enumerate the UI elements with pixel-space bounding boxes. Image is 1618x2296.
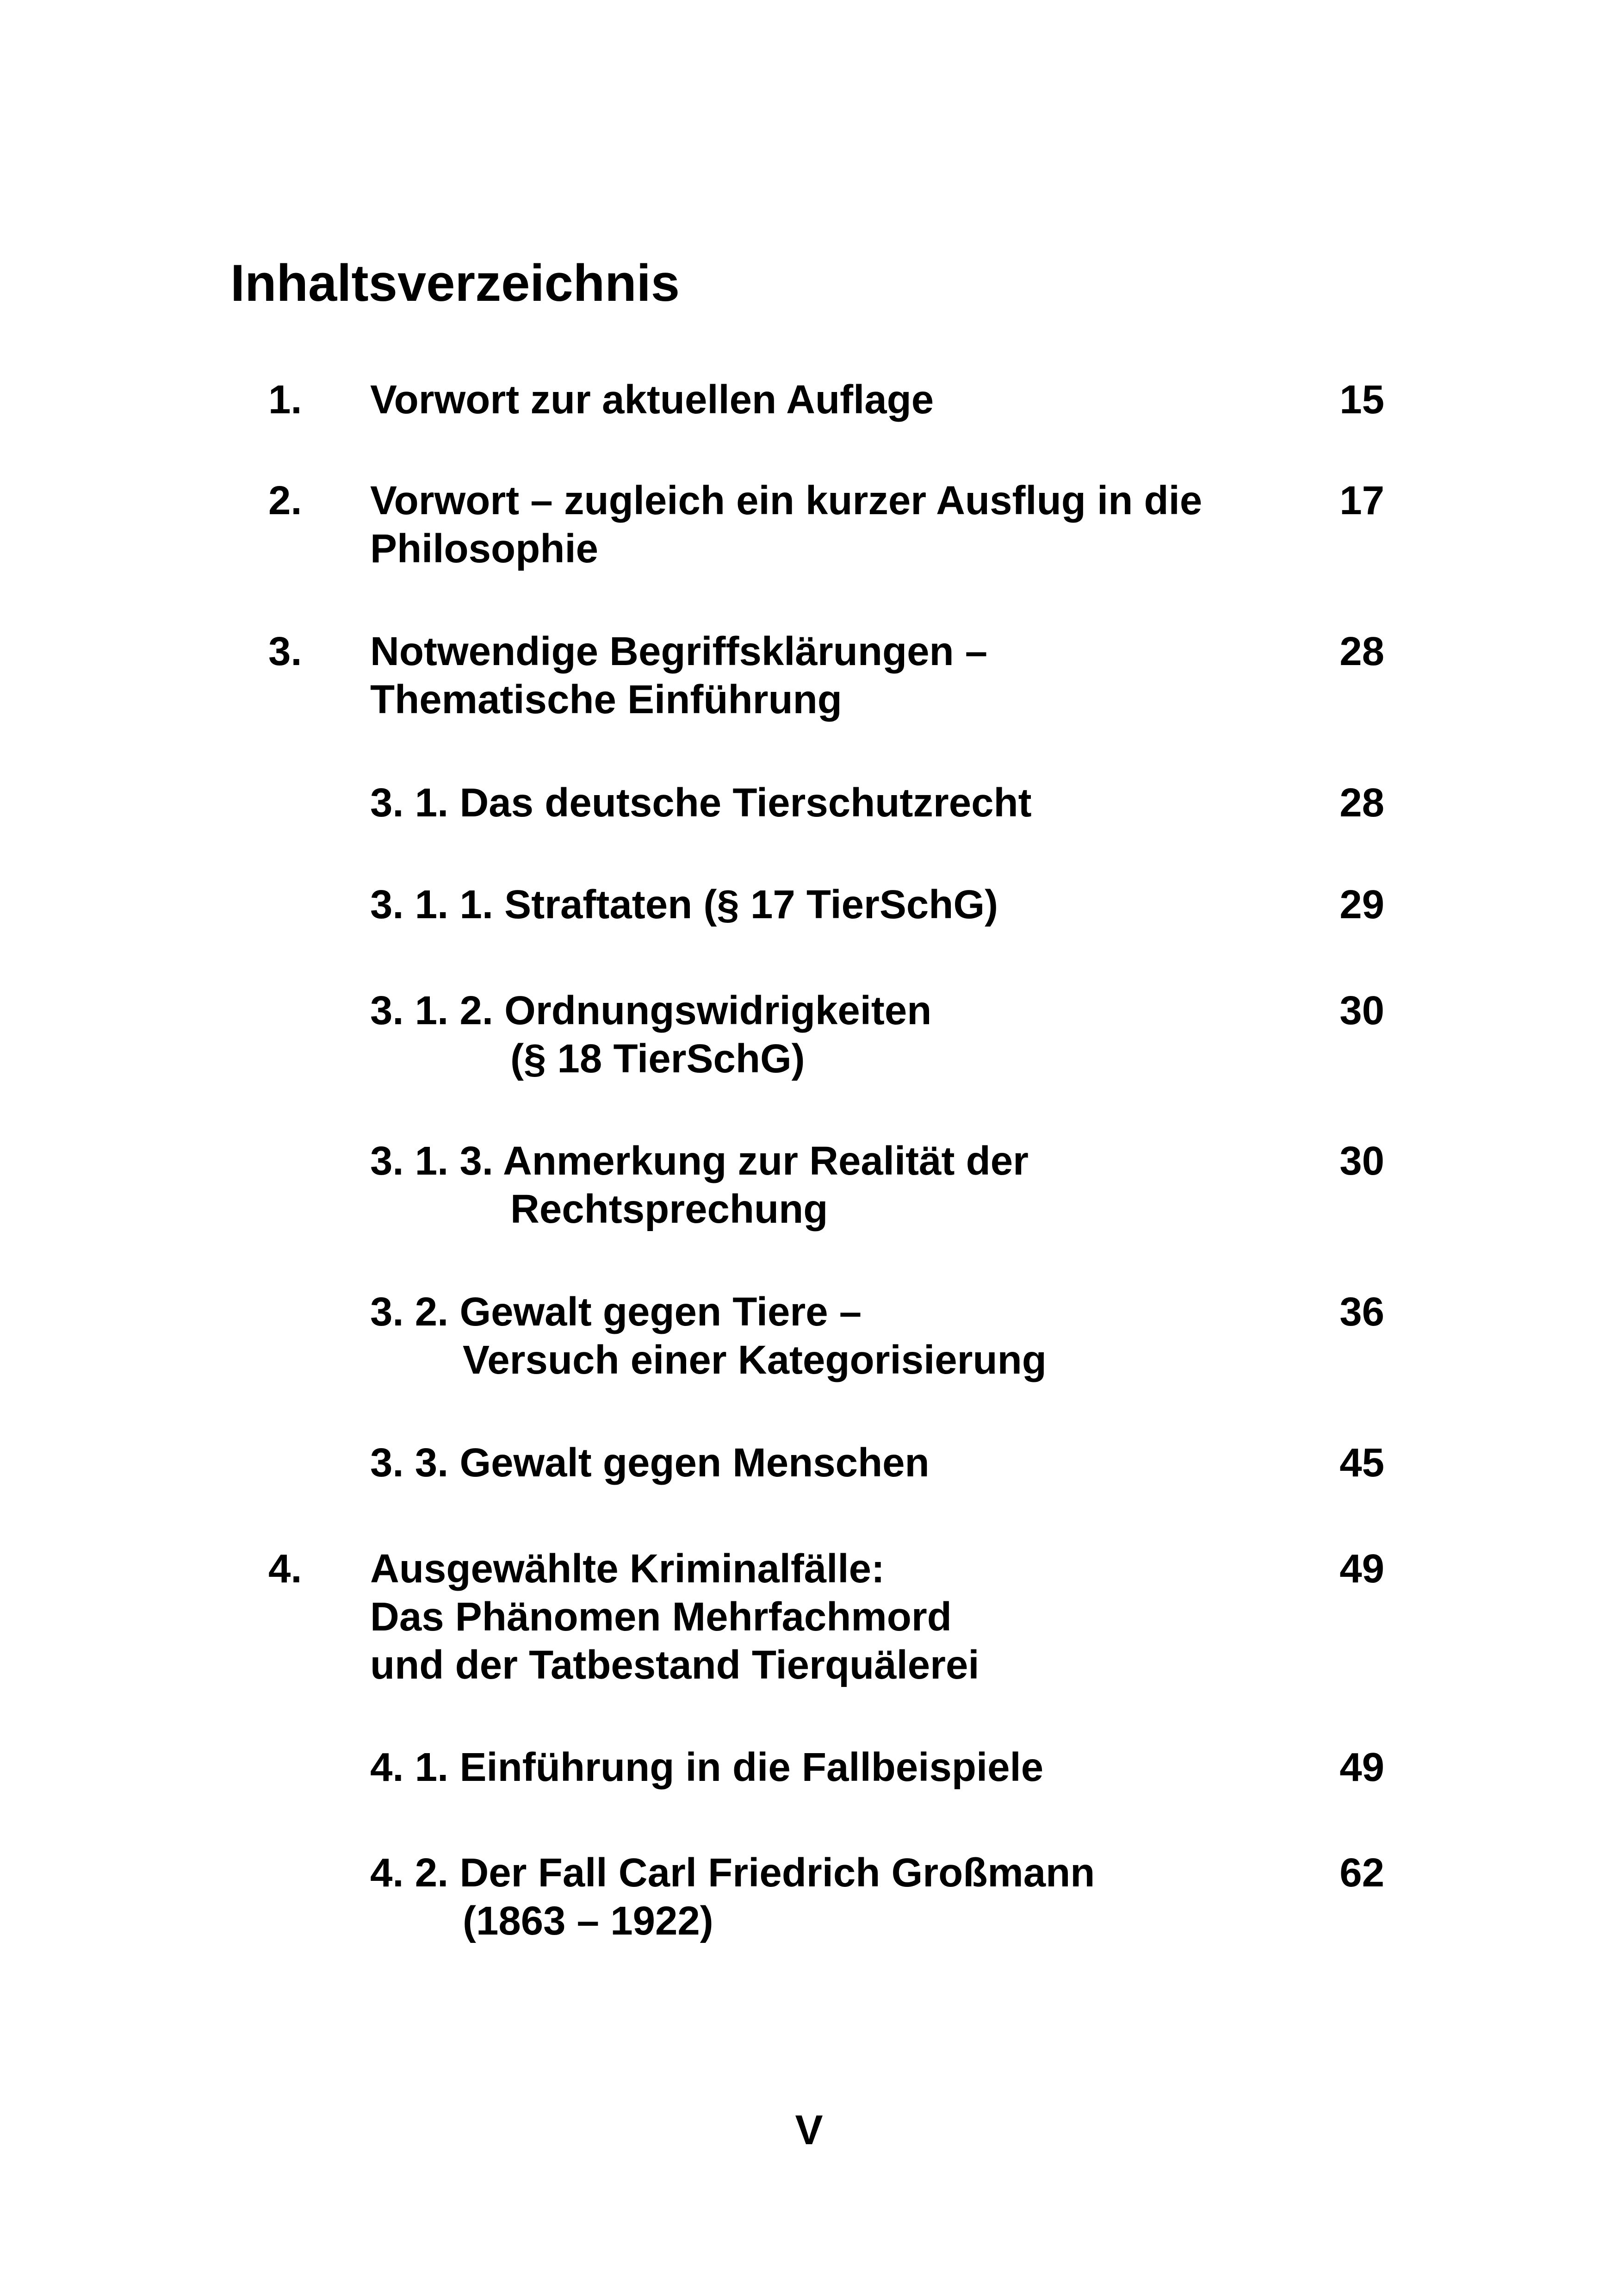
- toc-entry-number: 4.: [268, 1546, 302, 1591]
- toc-entry-line: Philosophie: [370, 526, 599, 571]
- toc-entry-page: 17: [1339, 478, 1384, 523]
- toc-entry-number: 2.: [268, 478, 302, 523]
- toc-entry-number: 1.: [268, 377, 302, 422]
- toc-entry-page: 36: [1339, 1289, 1384, 1334]
- toc-entry-page: 49: [1339, 1546, 1384, 1591]
- toc-entry-line: 3. 2. Gewalt gegen Tiere –: [370, 1289, 862, 1334]
- toc-entry-line: Notwendige Begriffsklärungen –: [370, 629, 988, 674]
- toc-entry-line: (1863 – 1922): [463, 1898, 713, 1943]
- toc-entry-title: [370, 881, 998, 929]
- toc-entry-title: [370, 779, 1032, 827]
- toc-entry-title: [370, 1137, 1029, 1233]
- toc-entry-page: 30: [1339, 988, 1384, 1033]
- toc-entry-line: Vorwort – zugleich ein kurzer Ausflug in die: [370, 478, 1203, 523]
- toc-entry-title: [370, 1849, 1095, 1945]
- toc-entry-title: [370, 477, 1202, 573]
- toc-entry-line: 3. 1. Das deutsche Tierschutzrecht: [370, 780, 1032, 825]
- toc-entry-title: [370, 628, 987, 724]
- toc-entry-line: und der Tatbestand Tierquälerei: [370, 1643, 979, 1687]
- page-number: V: [795, 2107, 823, 2153]
- toc-entry-line: Thematische Einführung: [370, 677, 842, 722]
- toc-entry-page: 62: [1339, 1850, 1384, 1895]
- toc-entry-line: Versuch einer Kategorisierung: [463, 1338, 1047, 1382]
- toc-entry-line: 4. 2. Der Fall Carl Friedrich Großmann: [370, 1850, 1095, 1895]
- toc-entry-page: 29: [1339, 882, 1384, 927]
- toc-entry-line: 3. 1. 2. Ordnungswidrigkeiten: [370, 988, 932, 1033]
- toc-entry-page: 28: [1339, 629, 1384, 674]
- toc-entry-line: 4. 1. Einführung in die Fallbeispiele: [370, 1745, 1044, 1790]
- toc-entry-number: 3.: [268, 629, 302, 674]
- toc-entry-title: [370, 1288, 1047, 1384]
- page-title: Inhaltsverzeichnis: [230, 254, 680, 312]
- toc-entry-title: [370, 376, 934, 424]
- toc-entry-page: 28: [1339, 780, 1384, 825]
- toc-entry-page: 30: [1339, 1139, 1384, 1183]
- toc-entry-page: 45: [1339, 1440, 1384, 1485]
- toc-entry-title: [370, 1545, 979, 1689]
- toc-entry-line: Rechtsprechung: [510, 1187, 828, 1232]
- toc-entry-title: [370, 1743, 1043, 1792]
- toc-entry-line: 3. 3. Gewalt gegen Menschen: [370, 1440, 930, 1485]
- toc-entry-line: 3. 1. 3. Anmerkung zur Realität der: [370, 1139, 1029, 1183]
- toc-entry-line: Ausgewählte Kriminalfälle:: [370, 1546, 885, 1591]
- toc-entry-line: Das Phänomen Mehrfachmord: [370, 1594, 952, 1639]
- toc-entry-line: 3. 1. 1. Straftaten (§ 17 TierSchG): [370, 882, 998, 927]
- toc-entry-title: [370, 987, 931, 1083]
- toc-entry-page: 49: [1339, 1745, 1384, 1790]
- toc-entry-line: Vorwort zur aktuellen Auflage: [370, 377, 934, 422]
- toc-entry-title: [370, 1439, 930, 1487]
- toc-entry-page: 15: [1339, 377, 1384, 422]
- toc-entry-line: (§ 18 TierSchG): [510, 1036, 805, 1081]
